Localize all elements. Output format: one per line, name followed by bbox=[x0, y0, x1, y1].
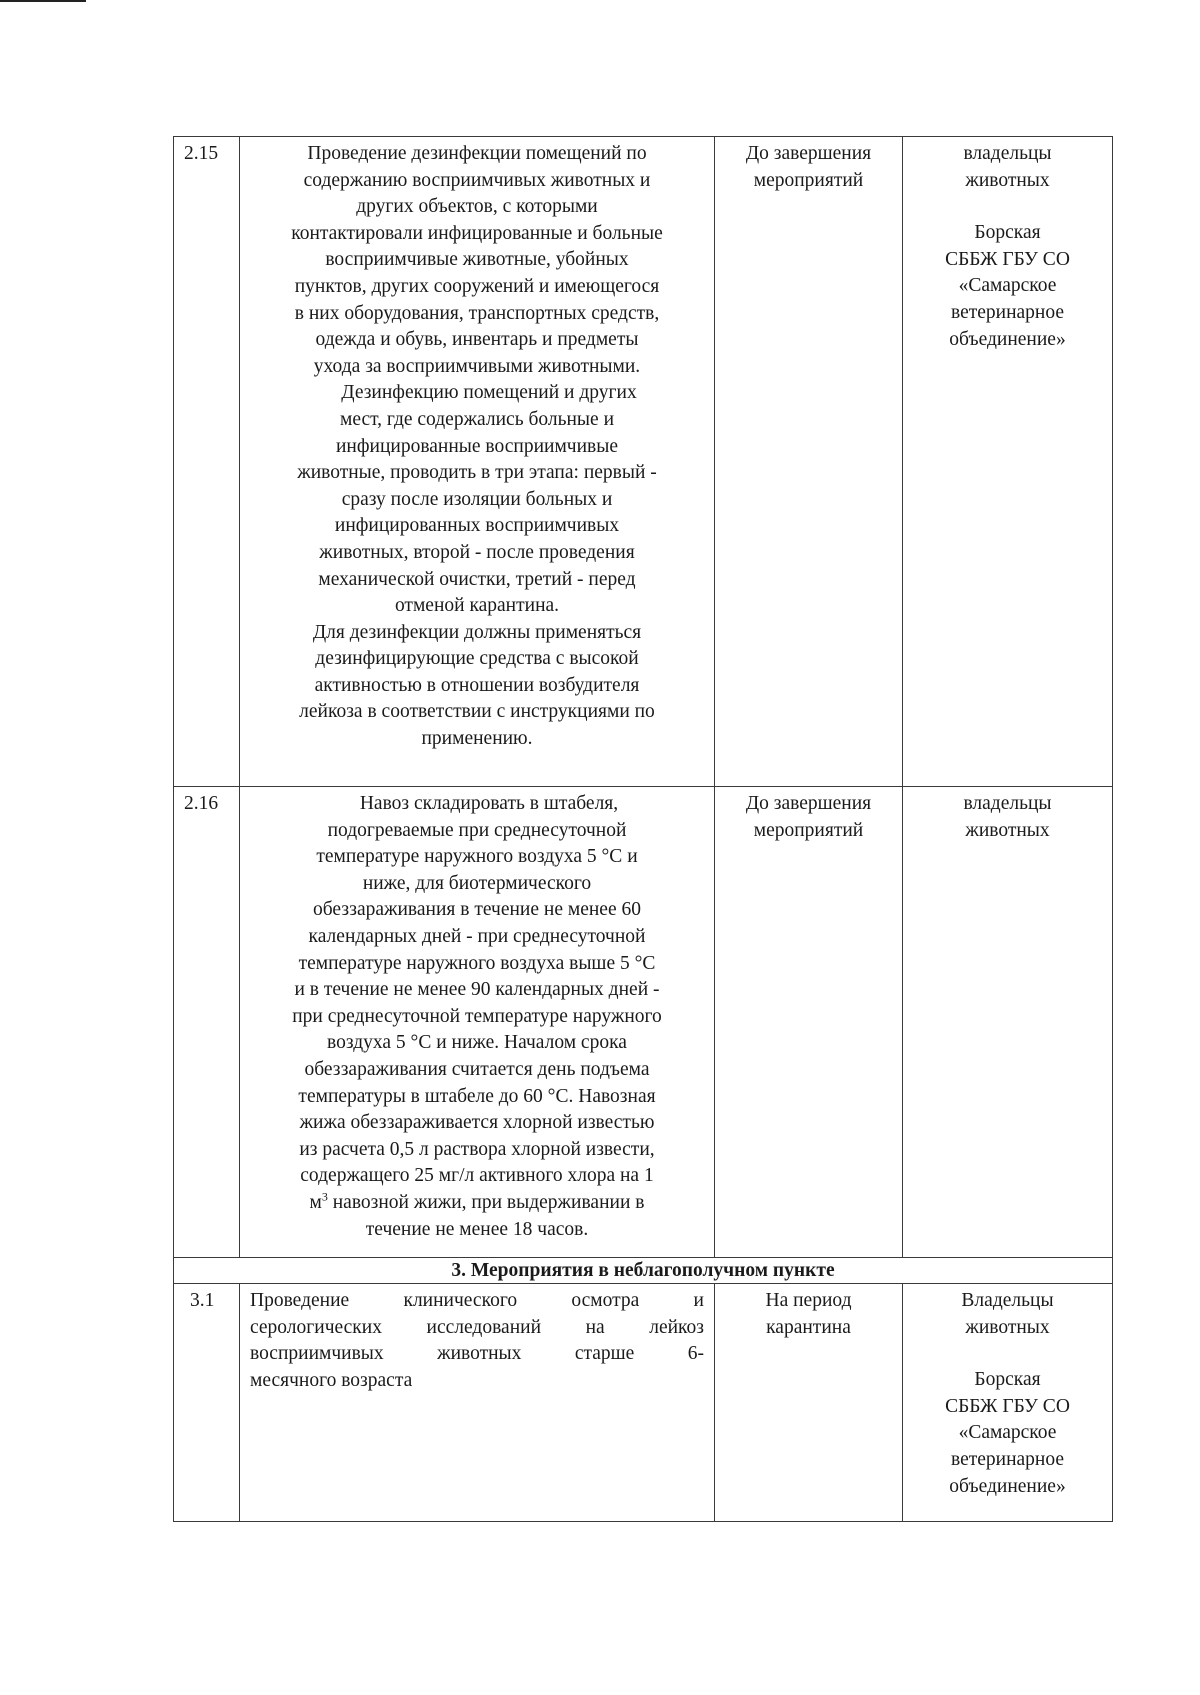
table-row bbox=[174, 1284, 1113, 1522]
text-line: инфицированных восприимчивых bbox=[334, 515, 620, 537]
text-fragment: навозной жижи, при выдерживании в bbox=[332, 1191, 645, 1213]
text-line: мероприятий bbox=[753, 819, 864, 841]
deadline bbox=[715, 1284, 903, 1522]
text-line: мест, где содержались больные и bbox=[339, 408, 615, 430]
text-line: одежда и обувь, инвентарь и предметы bbox=[315, 329, 639, 351]
text-line: содержанию восприимчивых животных и bbox=[303, 169, 651, 191]
superscript: 3 bbox=[321, 1189, 328, 1204]
text-line: восприимчивых животных старше 6- bbox=[250, 1343, 704, 1365]
text-line: животных bbox=[965, 1316, 1050, 1338]
unit-m: м bbox=[309, 1191, 322, 1213]
text-line: Проведение клинического осмотра и bbox=[250, 1290, 704, 1311]
responsible bbox=[903, 787, 1113, 1258]
text-line: До завершения bbox=[745, 793, 872, 814]
text-line: животных bbox=[965, 169, 1050, 191]
text-line: мероприятий bbox=[753, 169, 864, 191]
text-line: сразу после изоляции больных и bbox=[341, 488, 613, 510]
text-line: дезинфицирующие средства с высокой bbox=[315, 648, 639, 670]
text-line: животные, проводить в три этапа: первый - bbox=[297, 462, 657, 484]
text-line: «Самарское bbox=[958, 275, 1057, 297]
text-line: ветеринарное bbox=[950, 1448, 1065, 1470]
responsible bbox=[903, 1284, 1113, 1522]
text-line: в них оборудования, транспортных средств, bbox=[294, 302, 660, 324]
text-line: при среднесуточной температуре наружного bbox=[292, 1005, 662, 1027]
text-line: объединение» bbox=[949, 1475, 1066, 1497]
responsible bbox=[903, 137, 1113, 787]
text-line: инфицированные восприимчивые bbox=[336, 435, 618, 457]
text-line: ухода за восприимчивыми животными. bbox=[313, 355, 641, 377]
text-line: пунктов, других сооружений и имеющегося bbox=[294, 275, 660, 297]
text-line: месячного возраста bbox=[250, 1369, 413, 1391]
row-number: 2.15 bbox=[174, 137, 240, 787]
text-line: течение не менее 18 часов. bbox=[365, 1218, 589, 1240]
text-line: На период bbox=[765, 1290, 852, 1311]
text-line: животных, второй - после проведения bbox=[319, 541, 635, 563]
measure-description bbox=[240, 787, 715, 1258]
text-line bbox=[246, 1190, 708, 1217]
text-line: подогреваемые при среднесуточной bbox=[327, 819, 627, 841]
measure-description bbox=[240, 1284, 715, 1522]
text-line: контактировали инфицированные и больные bbox=[291, 222, 663, 244]
text-line: календарных дней - при среднесуточной bbox=[308, 925, 646, 947]
text-line: Навоз складировать в штабеля, bbox=[359, 793, 619, 814]
corner-mark bbox=[0, 0, 86, 2]
section-row bbox=[174, 1258, 1113, 1284]
text-line: животных bbox=[965, 819, 1050, 841]
text-line: отменой карантина. bbox=[394, 595, 560, 617]
text-line: Борская bbox=[974, 1369, 1041, 1391]
text-line: Борская bbox=[974, 222, 1041, 244]
text-line: жижа обеззараживается хлорной известью bbox=[299, 1112, 655, 1134]
text-line: обеззараживания в течение не менее 60 bbox=[313, 899, 641, 921]
text-line: Для дезинфекции должны применяться bbox=[312, 621, 642, 643]
text-line: «Самарское bbox=[958, 1422, 1057, 1444]
table-row bbox=[174, 787, 1113, 1258]
text-line: восприимчивые животные, убойных bbox=[325, 249, 629, 271]
spacer bbox=[909, 194, 1106, 220]
text-line: СББЖ ГБУ СО bbox=[945, 1395, 1070, 1417]
spacer bbox=[909, 1341, 1106, 1367]
text-line: серологических исследований на лейкоз bbox=[250, 1316, 704, 1338]
text-line: механической очистки, третий - перед bbox=[318, 568, 636, 590]
text-line: владельцы bbox=[963, 793, 1052, 814]
text-line: объединение» bbox=[949, 328, 1066, 350]
text-line: содержащего 25 мг/л активного хлора на 1 bbox=[300, 1165, 654, 1187]
text-line: До завершения bbox=[745, 143, 872, 164]
text-line: Дезинфекцию помещений и других bbox=[341, 382, 637, 404]
text-line: обеззараживания считается день подъема bbox=[304, 1058, 650, 1080]
text-line: активностью в отношении возбудителя bbox=[314, 674, 640, 696]
text-line: применению. bbox=[421, 728, 533, 750]
text-line: СББЖ ГБУ СО bbox=[945, 248, 1070, 270]
text-line: из расчета 0,5 л раствора хлорной извести, bbox=[299, 1138, 655, 1160]
text-line: Владельцы bbox=[961, 1290, 1054, 1311]
row-number: 2.16 bbox=[174, 787, 240, 1258]
section-title: 3. Мероприятия в неблагополучном пункте bbox=[174, 1258, 1113, 1284]
measure-description bbox=[240, 137, 715, 787]
text-line: температуре наружного воздуха выше 5 °С bbox=[298, 952, 656, 974]
text-line: и в течение не менее 90 календарных дней - bbox=[294, 979, 660, 1001]
deadline bbox=[715, 137, 903, 787]
text-line: других объектов, с которыми bbox=[356, 196, 598, 218]
text-line: ветеринарное bbox=[950, 301, 1065, 323]
row-number: 3.1 bbox=[174, 1284, 240, 1522]
text-line: температуры в штабеле до 60 °С. Навозная bbox=[298, 1085, 656, 1107]
text-line: карантина bbox=[766, 1316, 851, 1338]
text-line: ниже, для биотермического bbox=[362, 872, 592, 894]
text-line: лейкоза в соответствии с инструкциями по bbox=[299, 701, 655, 723]
deadline bbox=[715, 787, 903, 1258]
text-line: Проведение дезинфекции помещений по bbox=[307, 143, 647, 164]
text-line: воздуха 5 °С и ниже. Началом срока bbox=[327, 1032, 627, 1054]
measures-table bbox=[173, 136, 1113, 1522]
text-line: владельцы bbox=[963, 143, 1052, 164]
table-row bbox=[174, 137, 1113, 787]
text-line: температуре наружного воздуха 5 °С и bbox=[316, 846, 638, 868]
